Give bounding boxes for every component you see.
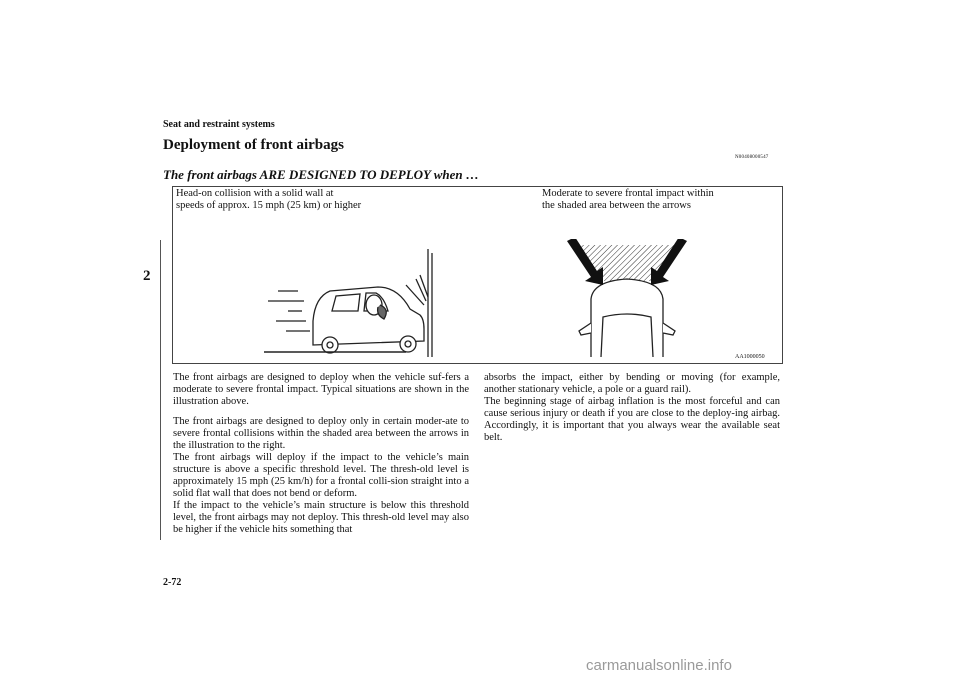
paragraph: The front airbags will deploy if the impact to the vehicle’s main structure is above a specific threshold level. The thresh-old level is approximately 15 mph (25 km/h) for a frontal colli-sion straight into a solid flat wall that does not bend or deform.	[173, 452, 469, 499]
caption-line: Moderate to severe frontal impact within	[542, 188, 714, 199]
caption-line: speeds of approx. 15 mph (25 km) or higher	[176, 200, 362, 211]
page-number: 2-72	[163, 577, 182, 588]
caption-line: Head-on collision with a solid wall at	[176, 188, 334, 199]
watermark: carmanualsonline.info	[586, 657, 732, 674]
paragraph: If the impact to the vehicle’s main structure is below this threshold level, the front airbags may not deploy. This thresh-old level may also be higher if the vehicle hits something that	[173, 500, 469, 535]
body-column-left	[173, 372, 469, 536]
page-title: Deployment of front airbags	[163, 137, 344, 153]
paragraph: The beginning stage of airbag inflation is the most forceful and can cause serious injury or death if you are close to the deploy-ing airbag. Accordingly, it is important that you always wear the available seat belt.	[484, 396, 780, 443]
chapter-tab	[138, 240, 162, 540]
figure-caption-right	[542, 188, 714, 212]
body-column-right	[484, 372, 780, 444]
paragraph: The front airbags are designed to deploy when the vehicle suf-fers a moderate to severe frontal impact. Typical situations are shown in the illustration above.	[173, 372, 469, 407]
document-code: N00408000547	[735, 155, 769, 160]
figure-caption-left	[176, 188, 361, 212]
caption-line: the shaded area between the arrows	[542, 200, 691, 211]
chapter-divider	[160, 240, 161, 540]
chapter-number: 2	[143, 268, 151, 284]
section-header: Seat and restraint systems	[163, 119, 275, 130]
figure-code: AA1000050	[735, 354, 765, 360]
section-subtitle: The front airbags ARE DESIGNED TO DEPLOY when …	[163, 167, 479, 182]
car-hitting-wall-icon	[258, 249, 438, 359]
car-top-view-arrows-icon	[561, 239, 691, 361]
paragraph: absorbs the impact, either by bending or moving (for example, another stationary vehicle, a pole or a guard rail).	[484, 372, 780, 395]
paragraph: The front airbags are designed to deploy only in certain moder-ate to severe frontal collisions within the shaded area between the arrows in the illustration to the right.	[173, 416, 469, 451]
illustration-figure	[172, 186, 783, 364]
